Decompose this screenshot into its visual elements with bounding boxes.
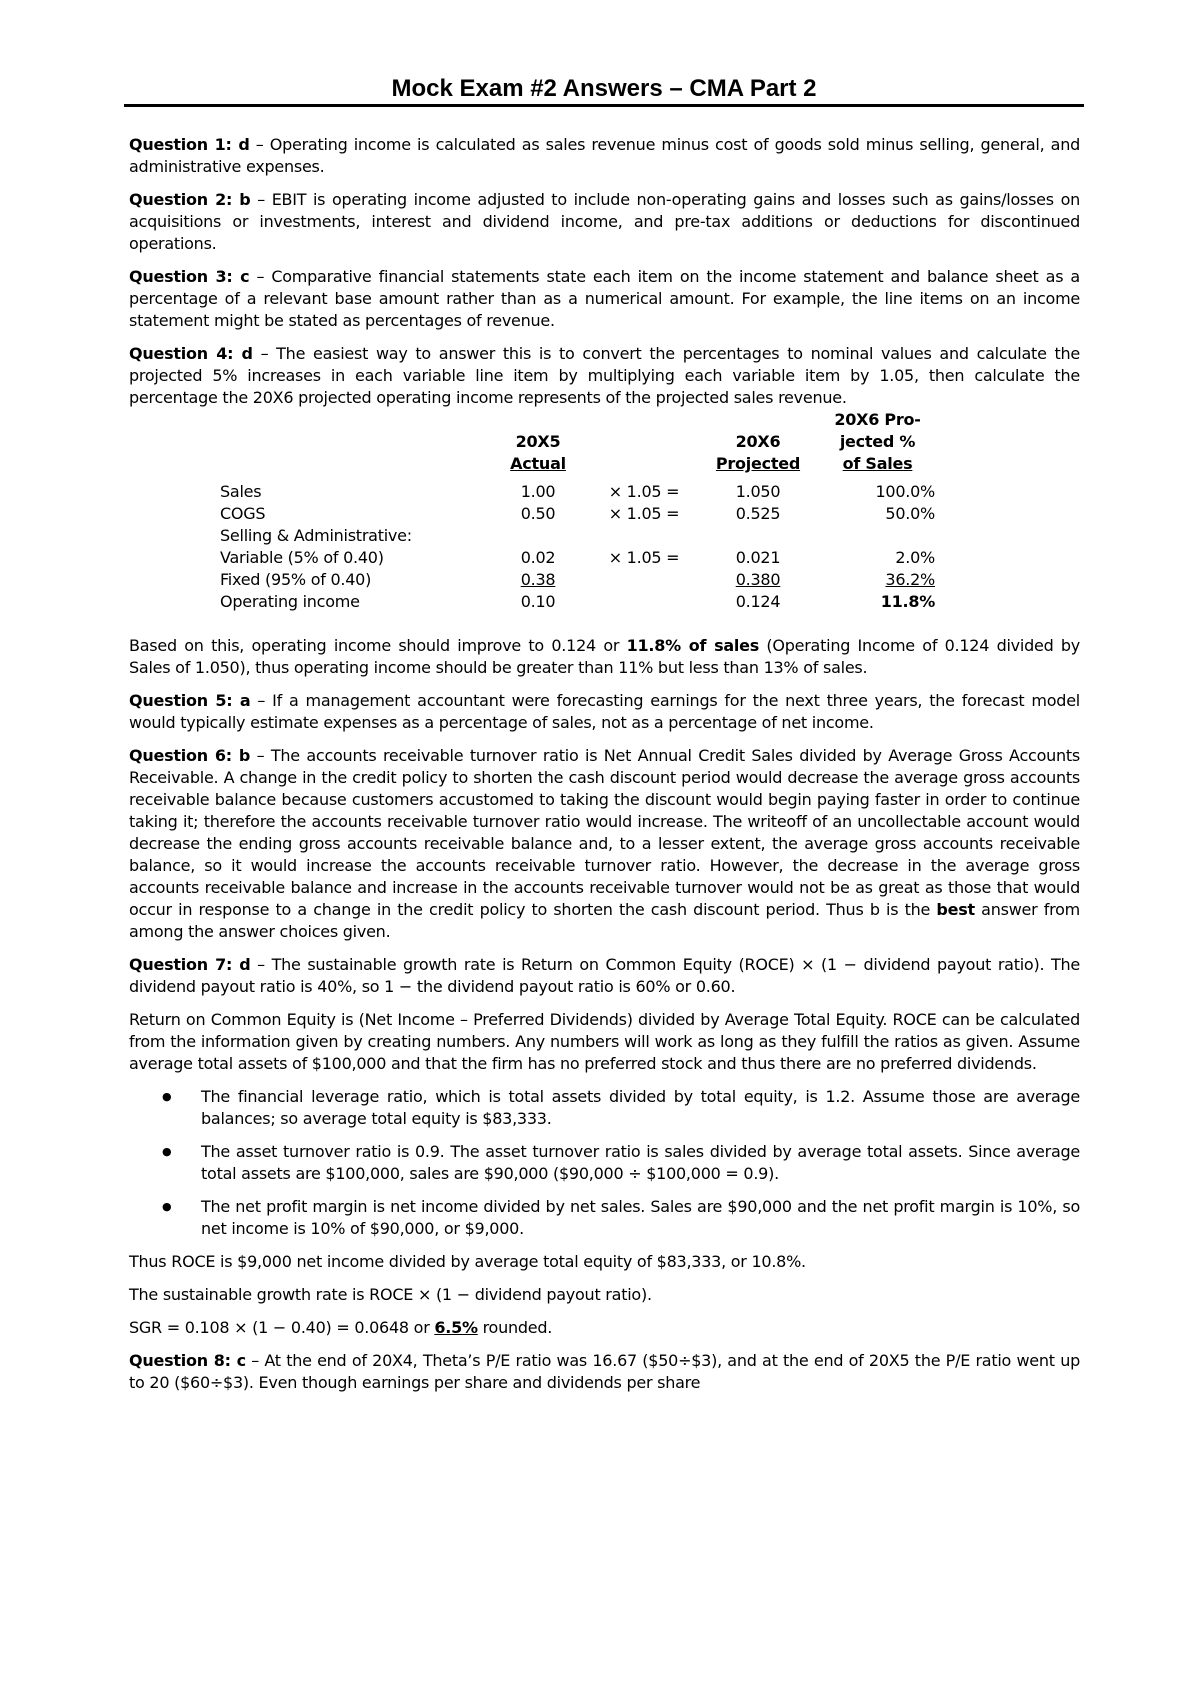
row-projected: 0.525 — [735, 504, 781, 523]
row-actual: 0.02 — [520, 548, 556, 567]
sgr-text: rounded. — [477, 1318, 553, 1337]
question-label: Question 4: d — [129, 344, 253, 363]
header-projected-label: Projected — [715, 454, 801, 473]
question-text: – At the end of 20X4, Theta’s P/E ratio was 16.67 ($50÷$3), and at the end of 20X5 the P/E ratio went up to 20 ($60÷$3). Even though earnings per share and dividends per share — [129, 1351, 1080, 1392]
row-pct: 100.0% — [875, 482, 935, 501]
question-7-sgr-calc — [129, 1317, 1080, 1339]
question-label: Question 8: c — [129, 1351, 246, 1370]
row-item: Operating income — [220, 592, 360, 611]
question-4-conclusion — [129, 635, 1080, 679]
table-header-row — [220, 453, 941, 475]
conclusion-text: (Operating Income of 0.124 divided by Sales of 1.050), thus operating income should be greater than 11% but less than 13% of sales. — [129, 636, 1081, 677]
row-actual: 0.50 — [520, 504, 556, 523]
row-pct: 36.2% — [885, 570, 935, 589]
question-8 — [129, 1350, 1080, 1394]
answers-body — [129, 134, 1080, 1405]
question-6 — [129, 745, 1080, 943]
projection-table — [220, 409, 941, 613]
question-emphasis: best — [936, 900, 975, 919]
question-label: Question 5: a — [129, 691, 251, 710]
row-projected: 1.050 — [735, 482, 781, 501]
question-text: – Comparative financial statements state each item on the income statement and balance sheet as a percentage of a relevant base amount rather than as a numerical amount. For example, the line items on an income statement might be stated as percentages of revenue. — [129, 267, 1080, 330]
row-item: COGS — [220, 504, 266, 523]
question-label: Question 6: b — [129, 746, 251, 765]
list-item: ● The asset turnover ratio is 0.9. The asset turnover ratio is sales divided by average total assets. Since average total assets are $100,000, sales are $90,000 ($90,000 ÷ $100,000 = 0.9). — [201, 1141, 1080, 1185]
row-projected: 0.124 — [735, 592, 781, 611]
page-title: Mock Exam #2 Answers – CMA Part 2 — [391, 75, 817, 102]
question-1 — [129, 134, 1080, 178]
row-projected: 0.380 — [735, 570, 781, 589]
question-label: Question 1: d — [129, 135, 250, 154]
sgr-result: 6.5% — [434, 1318, 478, 1337]
title-underline — [124, 104, 1084, 107]
conclusion-text: Based on this, operating income should improve to 0.124 or — [129, 636, 627, 655]
row-actual: 0.10 — [520, 592, 556, 611]
question-text: – The accounts receivable turnover ratio is Net Annual Credit Sales divided by Average Gross Accounts Receivable. A change in the credit policy to shorten the cash discount period would decrease the average gross accounts receivable balance because customers accustomed to taking the discount would begin paying faster in order to continue taking it; therefore the accounts receivable turnover ratio would increase. The writeoff of an uncollectable account would decrease the ending gross accounts receivable balance and, to a lesser extent, the average gross accounts receivable balance, so it would increase the accounts receivable turnover ratio. However, the decrease in the average gross accounts receivable balance and increase in the accounts receivable turnover would not be as great as those that would occur in response to a change in the credit policy to shorten the cash discount period. Thus b is the — [129, 746, 1080, 919]
question-text: answer from among the answer choices given. — [129, 900, 1081, 941]
sgr-text: SGR = 0.108 × (1 − 0.40) = 0.0648 or — [129, 1318, 435, 1337]
question-2 — [129, 189, 1080, 255]
question-7-sgr-formula: The sustainable growth rate is ROCE × (1 − dividend payout ratio). — [129, 1285, 652, 1304]
header-actual-label: Actual — [510, 454, 566, 473]
header-actual-year: 20X5 — [515, 432, 561, 451]
header-pct-line2: jected % — [839, 432, 916, 451]
row-item: Fixed (95% of 0.40) — [220, 570, 372, 589]
header-pct-line1: 20X6 Pro- — [834, 410, 921, 429]
conclusion-highlight: 11.8% of sales — [626, 636, 759, 655]
question-7-roce-explanation: Return on Common Equity is (Net Income – Preferred Dividends) divided by Average Total Equity. ROCE can be calculated from the information given by creating numbers. Any numbers will work as long as they fulfill the ratios as given. Assume average total assets of $100,000 and that the firm has no preferred stock and thus there are no preferred dividends. — [129, 1010, 1080, 1073]
row-pct: 11.8% — [880, 592, 935, 611]
question-text: – If a management accountant were forecasting earnings for the next three years, the forecast model would typically estimate expenses as a percentage of sales, not as a percentage of net income. — [129, 691, 1080, 732]
question-4 — [129, 343, 1080, 409]
ratio-bullet-list — [129, 1086, 1080, 1240]
question-text: – EBIT is operating income adjusted to include non-operating gains and losses such as gains/losses on acquisitions or investments, interest and dividend income, and pre-tax additions or deductions for discontinued operations. — [129, 190, 1080, 253]
question-text: – The easiest way to answer this is to convert the percentages to nominal values and calculate the projected 5% increases in each variable line item by multiplying each variable item by 1.05, then calculate the percentage the 20X6 projected operating income represents of the projected sales revenue. — [129, 344, 1081, 407]
question-5 — [129, 690, 1080, 734]
row-projected: 0.021 — [735, 548, 781, 567]
row-item: Sales — [220, 482, 262, 501]
table-header-row — [220, 431, 941, 453]
row-multiplier: × 1.05 = — [608, 504, 680, 523]
question-7-roce-result: Thus ROCE is $9,000 net income divided by average total equity of $83,333, or 10.8%. — [129, 1252, 806, 1271]
row-multiplier: × 1.05 = — [608, 482, 680, 501]
question-text: – Operating income is calculated as sales revenue minus cost of goods sold minus selling, general, and administrative expenses. — [129, 135, 1080, 176]
row-pct: 50.0% — [885, 504, 935, 523]
row-actual: 1.00 — [520, 482, 556, 501]
question-label: Question 3: c — [129, 267, 250, 286]
row-actual: 0.38 — [520, 570, 556, 589]
table-row — [220, 481, 941, 503]
table-header-row — [220, 409, 941, 431]
question-label: Question 2: b — [129, 190, 251, 209]
question-text: – The sustainable growth rate is Return on Common Equity (ROCE) × (1 − dividend payout ratio). The dividend payout ratio is 40%, so 1 − the dividend payout ratio is 60% or 0.60. — [129, 955, 1080, 996]
row-multiplier: × 1.05 = — [608, 548, 680, 567]
header-pct-line3: of Sales — [842, 454, 913, 473]
table-row — [220, 525, 941, 547]
table-row — [220, 547, 941, 569]
row-item: Variable (5% of 0.40) — [220, 548, 384, 567]
question-label: Question 7: d — [129, 955, 251, 974]
list-item: ● The net profit margin is net income divided by net sales. Sales are $90,000 and the net profit margin is 10%, so net income is 10% of $90,000, or $9,000. — [201, 1196, 1080, 1240]
list-item: ● The financial leverage ratio, which is total assets divided by total equity, is 1.2. Assume those are average balances; so average total equity is $83,333. — [201, 1086, 1080, 1130]
table-row — [220, 569, 941, 591]
header-projected-year: 20X6 — [735, 432, 781, 451]
table-row — [220, 591, 941, 613]
row-pct: 2.0% — [895, 548, 935, 567]
table-row — [220, 503, 941, 525]
row-item: Selling & Administrative: — [220, 526, 412, 545]
question-7 — [129, 954, 1080, 998]
question-3 — [129, 266, 1080, 332]
